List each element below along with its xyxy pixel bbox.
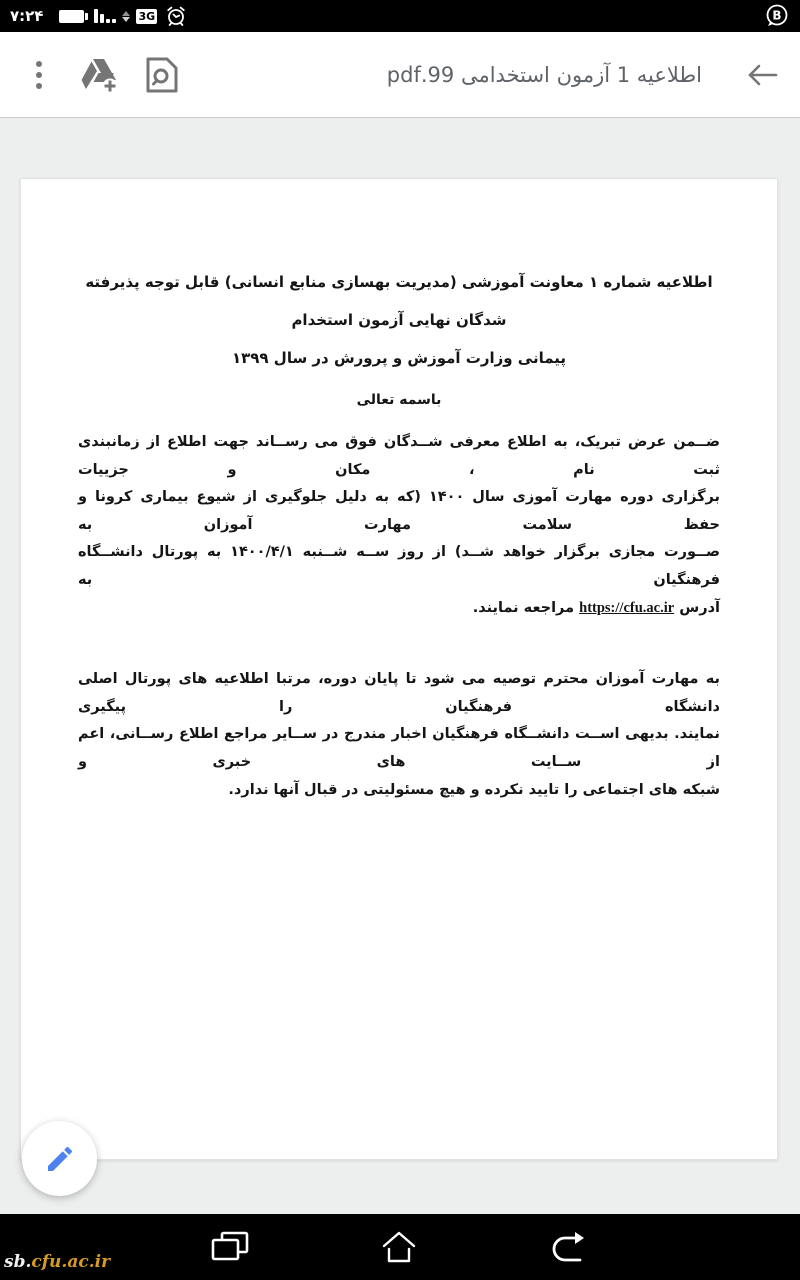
watermark-prefix: sb.: [4, 1252, 32, 1272]
pdf-viewport[interactable]: [0, 119, 800, 1214]
overflow-menu-button[interactable]: [22, 61, 56, 89]
add-to-drive-button[interactable]: [80, 56, 120, 94]
data-activity-icon: [122, 11, 130, 22]
forward-button[interactable]: [549, 1230, 589, 1264]
pdf-page: [20, 178, 778, 1160]
svg-text:B: B: [772, 8, 782, 23]
doc-text-line: شبکه های اجتماعی را تایید نکرده و هیچ مسئولیتی در قبال آنها ندارد.: [228, 781, 720, 798]
add-to-drive-icon: [80, 56, 120, 94]
doc-paragraph-1: [78, 429, 720, 622]
back-button[interactable]: [746, 61, 778, 89]
doc-text-line: برگزاری دوره مهارت آموزی سال ۱۴۰۰ (که به دلیل جلوگیری از شیوع بیماری کرونا و حفظ سلامت مهارت آموزان به: [78, 489, 720, 533]
doc-url-prefix: آدرس: [674, 599, 720, 616]
doc-text-line: ضــمن عرض تبریک، به اطلاع معرفی شــدگان فوق می رســاند جهت اطلاع از زمانبندی ثبت نام ، مکان و جزییات: [78, 434, 720, 478]
doc-paragraph-2: [78, 666, 720, 804]
doc-url-line: [78, 595, 720, 623]
document-title: اطلاعیه 1 آزمون استخدامی 99.pdf: [386, 62, 702, 87]
recents-icon: [211, 1231, 249, 1263]
chat-bubble-icon: [764, 3, 790, 29]
doc-url-link[interactable]: https://cfu.ac.ir: [579, 599, 675, 616]
battery-icon: [59, 10, 84, 23]
doc-heading-line: اطلاعیه شماره ۱ معاونت آموزشی (مدیریت بهسازی منابع انسانی) قابل توجه پذیرفته شدگان نهایی آزمون استخدام: [85, 273, 713, 329]
alarm-icon: [165, 5, 187, 27]
watermark: [4, 1252, 110, 1272]
home-icon: [381, 1231, 417, 1263]
signal-bars-icon: [94, 9, 116, 23]
doc-text-line: صــورت مجازی برگزار خواهد شــد) از روز ســه شــنبه ۱۴۰۰/۴/۱ به پورتال دانشــگاه فرهنگیان به: [78, 544, 720, 588]
forward-arrow-icon: [549, 1230, 589, 1264]
network-type-badge: 3G: [138, 9, 156, 23]
navigation-bar: [0, 1214, 800, 1280]
watermark-domain: cfu.ac.ir: [31, 1252, 111, 1272]
doc-basmala: باسمه تعالی: [356, 392, 442, 408]
back-arrow-icon: [746, 61, 778, 89]
doc-text-line: به مهارت آموزان محترم توصیه می شود تا پایان دوره، مرتبا اطلاعیه های پورتال اصلی دانشگاه فرهنگیان را پیگیری: [78, 671, 720, 715]
status-bar: [0, 0, 800, 32]
find-in-file-icon: [144, 55, 180, 95]
doc-url-suffix: مراجعه نمایند.: [472, 599, 575, 616]
doc-text-line: نمایند. بدیهی اســت دانشــگاه فرهنگیان اخبار مندرج در ســایر مراجع اطلاع رســانی، اعم از ســایت های خبری و: [78, 726, 720, 770]
find-in-file-button[interactable]: [144, 55, 180, 95]
edit-pencil-icon: [44, 1143, 76, 1175]
edit-fab-button[interactable]: [22, 1121, 97, 1196]
doc-heading-line: پیمانی وزارت آموزش و پرورش در سال ۱۳۹۹: [231, 349, 567, 367]
status-time: ۷:۲۴: [10, 7, 44, 25]
recents-button[interactable]: [211, 1231, 249, 1263]
pdf-viewer-toolbar: [0, 32, 800, 118]
home-button[interactable]: [381, 1231, 417, 1263]
doc-heading: [77, 263, 721, 377]
